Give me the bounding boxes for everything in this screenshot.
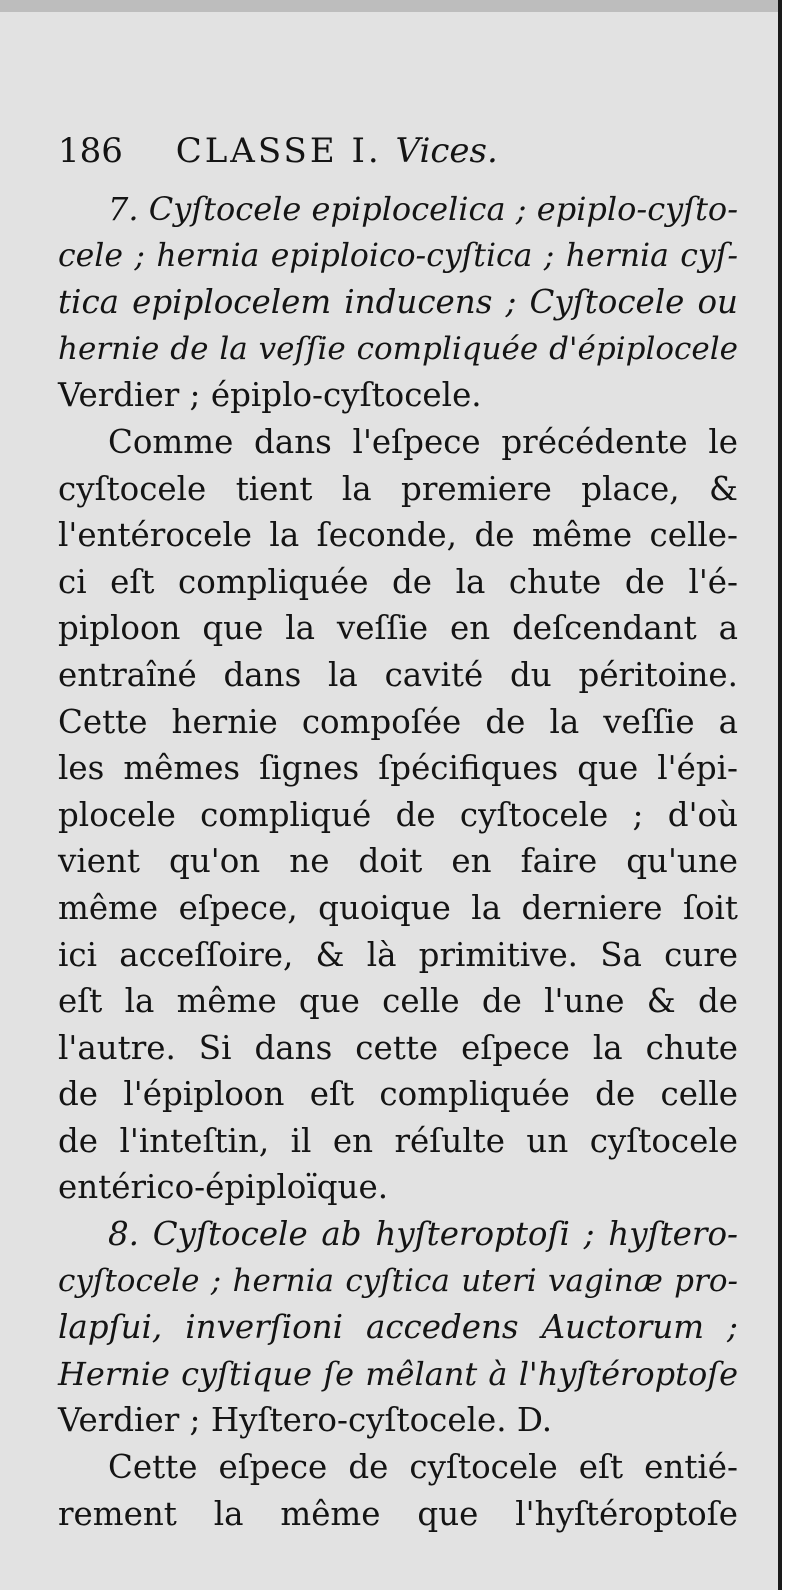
text-line: de l'inteſtin, il en réſulte un cyſtocele [58,1121,738,1160]
text-line: 8. Cyſtocele ab hyſteroptoſi ; hyſtero- [108,1215,738,1254]
text-line: Verdier ; épiplo-cyſtocele. [58,376,482,415]
running-head [176,126,498,176]
text-line: 7. Cyſtocele epiplocelica ; epiplo-cyſto- [108,190,738,228]
text-line: entérico-épiploïque. [58,1168,389,1207]
text-line: hernie de la veſſie compliquée d'épiplocele [58,330,738,367]
text-line: ici acceſſoire, & là primitive. Sa cure [58,935,738,974]
text-line: Hernie cyſtique ſe mêlant à l'hyſtéroptoſe [58,1354,738,1393]
text-line: Verdier ; Hyſtero-cyſtocele. D. [58,1401,553,1440]
body-text [58,186,738,1537]
text-line: l'entérocele la ſeconde, de même celle- [58,516,738,555]
text-line: Cette eſpece de cyſtocele eſt entié- [108,1448,738,1487]
text-line: entraîné dans la cavité du péritoine. [58,655,738,694]
text-line: eſt la même que celle de l'une & de [58,982,738,1021]
text-line: lapſui, inverſioni accedens Auctorum ; [58,1308,738,1347]
text-line: cyſtocele tient la premiere place, & [58,469,738,508]
text-line: Comme dans l'eſpece précédente le [108,422,738,461]
text-line: plocele compliqué de cyſtocele ; d'où [58,795,738,834]
text-line: ci eſt compliquée de la chute de l'é- [58,562,738,601]
text-line: piploon que la veſſie en deſcendant a [58,609,738,648]
text-line: tica epiplocelem inducens ; Cyſtocele ou [58,283,738,322]
page-top-edge [0,0,782,12]
page-number: 186 [58,131,123,171]
text-line: rement la même que l'hyſtéroptoſe [58,1494,738,1533]
running-head-subtitle: Vices. [395,131,498,171]
text-line: cyſtocele ; hernia cyſtica uteri vaginæ pro- [58,1262,738,1299]
page-header [58,126,738,176]
text-line: même eſpece, quoique la derniere ſoit [58,888,738,927]
text-line: de l'épiploon eſt compliquée de celle [58,1075,738,1114]
text-line: les mêmes ſignes ſpécifiques que l'épi- [58,749,738,788]
running-head-title: CLASSE I. [175,131,382,171]
text-line: l'autre. Si dans cette eſpece la chute [58,1028,738,1067]
text-line: cele ; hernia epiploico-cyſtica ; hernia cyſ- [58,237,738,274]
text-line: vient qu'on ne doit en faire qu'une [58,842,738,881]
text-line: Cette hernie compoſée de la veſſie a [58,702,738,741]
